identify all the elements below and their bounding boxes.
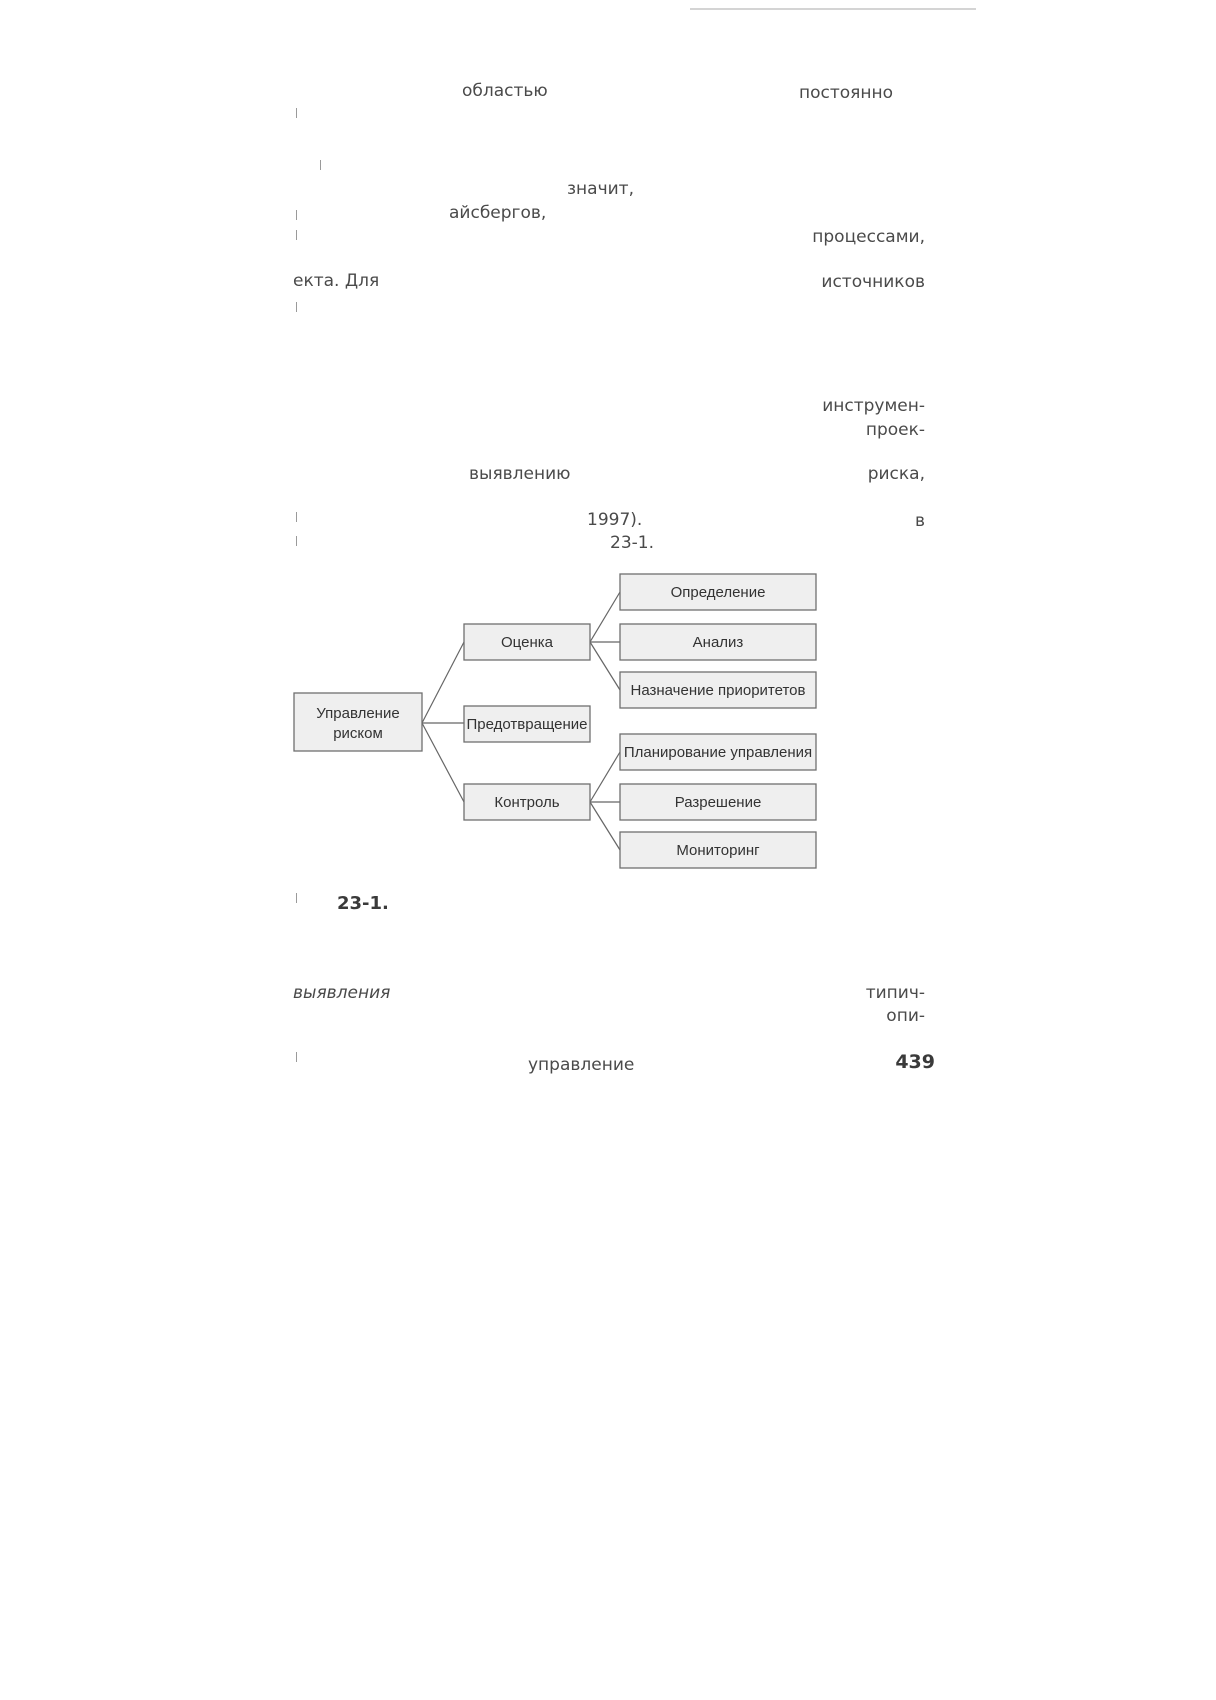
edge-control-monitoring <box>590 802 620 850</box>
node-label: Определение <box>670 584 766 601</box>
node-analysis <box>620 624 816 660</box>
node-prioritization <box>620 672 816 708</box>
node-control <box>464 784 590 820</box>
node-resolution <box>620 784 816 820</box>
node-label: Назначение приоритетов <box>630 682 806 699</box>
running-footer: управление <box>528 1055 635 1075</box>
text-fragment: выявления <box>293 983 391 1003</box>
text-fragment: 23-1. <box>610 533 654 553</box>
node-label: Планирование управления <box>623 744 813 761</box>
risk-management-diagram <box>290 570 830 880</box>
node-risk-management <box>294 693 422 751</box>
text-fragment: риска, <box>867 464 925 484</box>
text-fragment: айсбергов, <box>449 203 547 223</box>
margin-mark <box>296 230 297 240</box>
margin-mark <box>296 108 297 118</box>
node-management-planning <box>620 734 816 770</box>
margin-mark <box>320 160 321 170</box>
node-assessment <box>464 624 590 660</box>
text-fragment: типич- <box>865 983 925 1003</box>
text-fragment: процессами, <box>812 227 925 247</box>
node-label: Контроль <box>494 794 560 811</box>
node-label: Оценка <box>501 634 553 651</box>
margin-mark <box>296 536 297 546</box>
text-fragment: источников <box>821 272 925 292</box>
edge-assessment-prioritization <box>590 642 620 690</box>
margin-mark <box>296 210 297 220</box>
text-fragment: постоянно <box>799 83 894 103</box>
node-monitoring <box>620 832 816 868</box>
edge-root-assessment <box>422 642 464 723</box>
text-fragment: 1997). <box>587 510 643 530</box>
edge-assessment-identification <box>590 592 620 642</box>
text-fragment: областью <box>462 81 548 101</box>
page-number: 439 <box>895 1051 935 1073</box>
edge-control-planning <box>590 752 620 802</box>
text-fragment: в <box>914 511 925 531</box>
text-fragment: инструмен- <box>822 396 925 416</box>
node-label: риском <box>333 725 383 742</box>
margin-mark <box>296 1052 297 1062</box>
node-identification <box>620 574 816 610</box>
text-fragment: опи- <box>886 1006 925 1026</box>
node-label: Мониторинг <box>676 842 760 859</box>
node-label: Управление <box>316 705 400 722</box>
node-label: Анализ <box>692 634 744 651</box>
margin-mark <box>296 302 297 312</box>
text-fragment: значит, <box>567 179 634 199</box>
edge-root-control <box>422 723 464 802</box>
margin-mark <box>296 893 297 903</box>
text-fragment: выявлению <box>469 464 571 484</box>
margin-mark <box>296 512 297 522</box>
text-fragment: проек- <box>865 420 925 440</box>
text-fragment: екта. Для <box>293 271 380 291</box>
node-prevention <box>464 706 590 742</box>
node-label: Предотвращение <box>466 716 588 733</box>
figure-caption: 23-1. <box>337 893 389 914</box>
node-label: Разрешение <box>674 794 762 811</box>
top-rule <box>690 8 976 10</box>
